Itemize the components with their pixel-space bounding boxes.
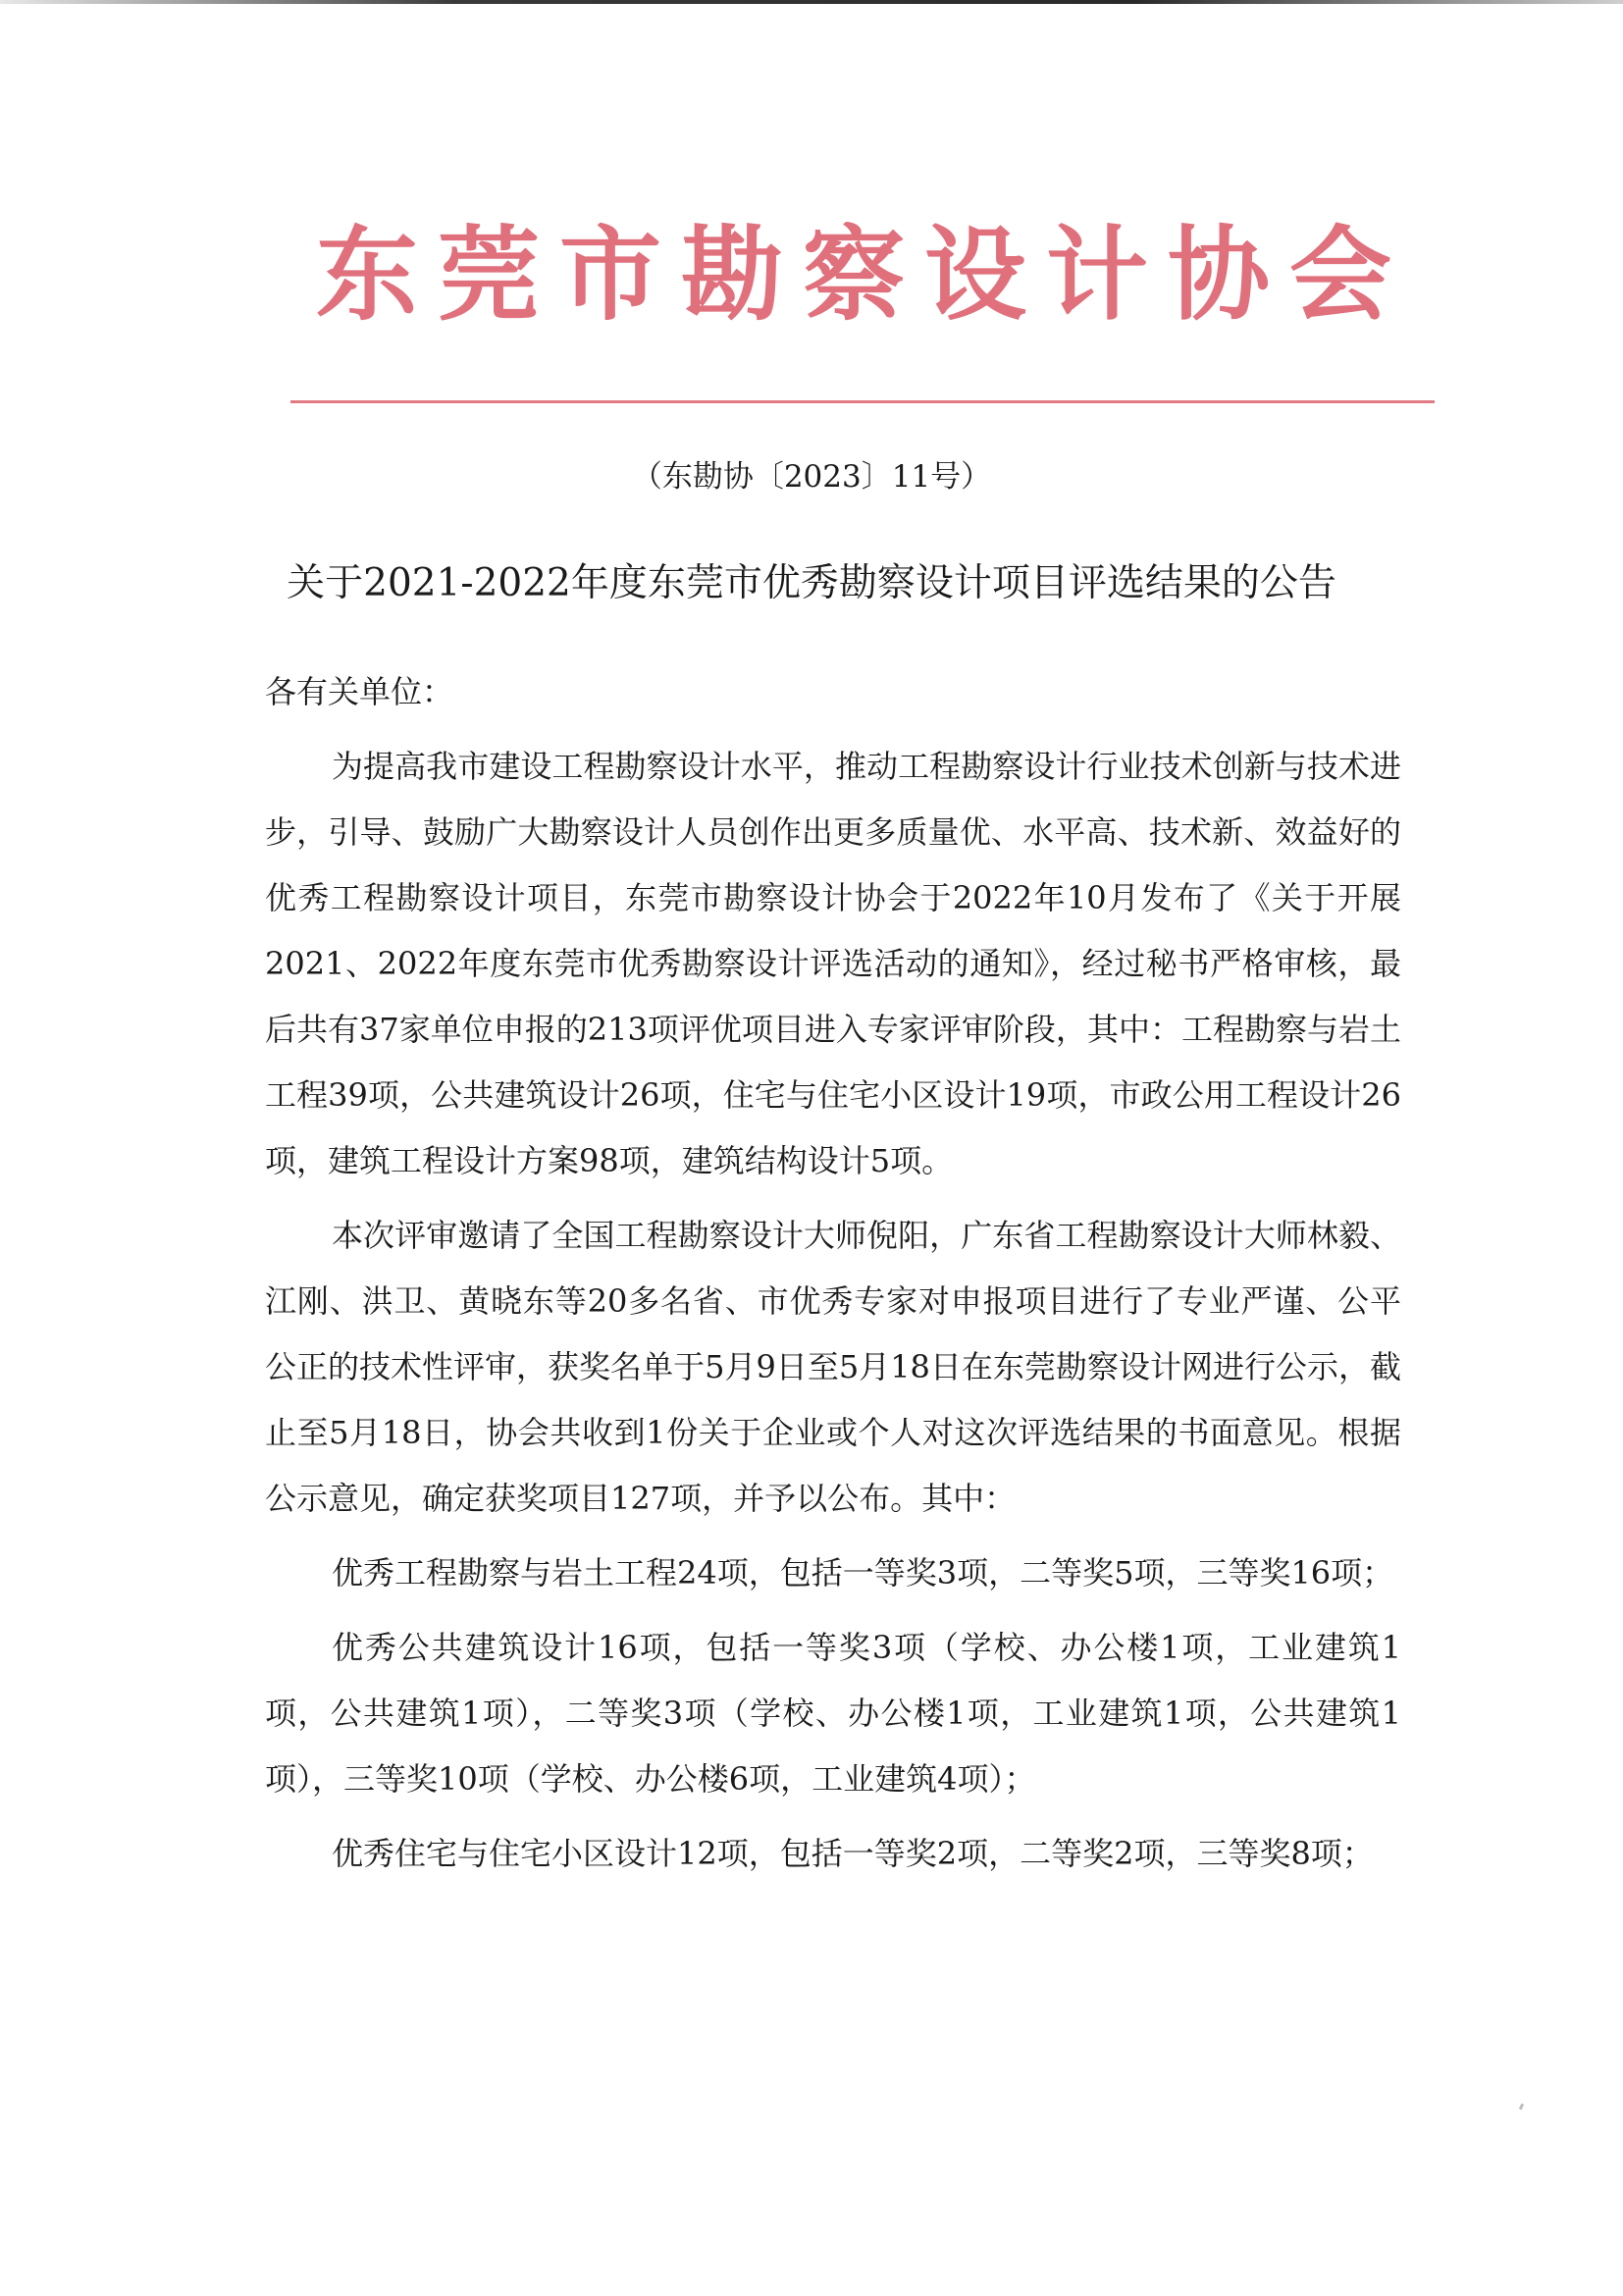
- document-number: （东勘协〔2023〕11号）: [631, 459, 992, 495]
- paragraph-survey-awards: 优秀工程勘察与岩土工程24项，包括一等奖3项，二等奖5项，三等奖16项；: [332, 1554, 1394, 1592]
- paragraph-residential-awards: 优秀住宅与住宅小区设计12项，包括一等奖2项，二等奖2项，三等奖8项；: [332, 1835, 1374, 1872]
- paragraph-public-building-awards: 优秀公共建筑设计16项，包括一等奖3项（学校、办公楼1项，工业建筑1项，公共建筑1项），二等奖3项（学校、办公楼1项，工业建筑1项，公共建筑1项），三等奖10项（学校、办公楼6项，工业建筑4项）；: [265, 1629, 1401, 1798]
- organization-letterhead: 东莞市勘察设计协会: [315, 214, 1411, 335]
- document-title: 关于2021-2022年度东莞市优秀勘察设计项目评选结果的公告: [287, 561, 1336, 605]
- letterhead-divider: [290, 400, 1435, 403]
- paragraph-review: 本次评审邀请了全国工程勘察设计大师倪阳，广东省工程勘察设计大师林毅、江刚、洪卫、黄晓东等20多名省、市优秀专家对申报项目进行了专业严谨、公平公正的技术性评审，获奖名单于5月9日至5月18日在东莞勘察设计网进行公示，截止至5月18日，协会共收到1份关于企业或个人对这次评选结果的书面意见。根据公示意见，确定获奖项目127项，并予以公布。其中：: [265, 1217, 1401, 1517]
- paragraph-background: 为提高我市建设工程勘察设计水平，推动工程勘察设计行业技术创新与技术进步，引导、鼓励广大勘察设计人员创作出更多质量优、水平高、技术新、效益好的优秀工程勘察设计项目，东莞市勘察设计协会于2022年10月发布了《关于开展2021、2022年度东莞市优秀勘察设计评选活动的通知》，经过秘书严格审核，最后共有37家单位申报的213项评优项目进入专家评审阶段，其中：工程勘察与岩土工程39项，公共建筑设计26项，住宅与住宅小区设计19项，市政公用工程设计26项，建筑工程设计方案98项，建筑结构设计5项。: [265, 748, 1401, 1179]
- document-body: [265, 659, 1401, 1896]
- salutation: 各有关单位：: [265, 673, 454, 710]
- scan-speck: [1519, 2104, 1524, 2111]
- scan-top-edge: [0, 0, 1623, 4]
